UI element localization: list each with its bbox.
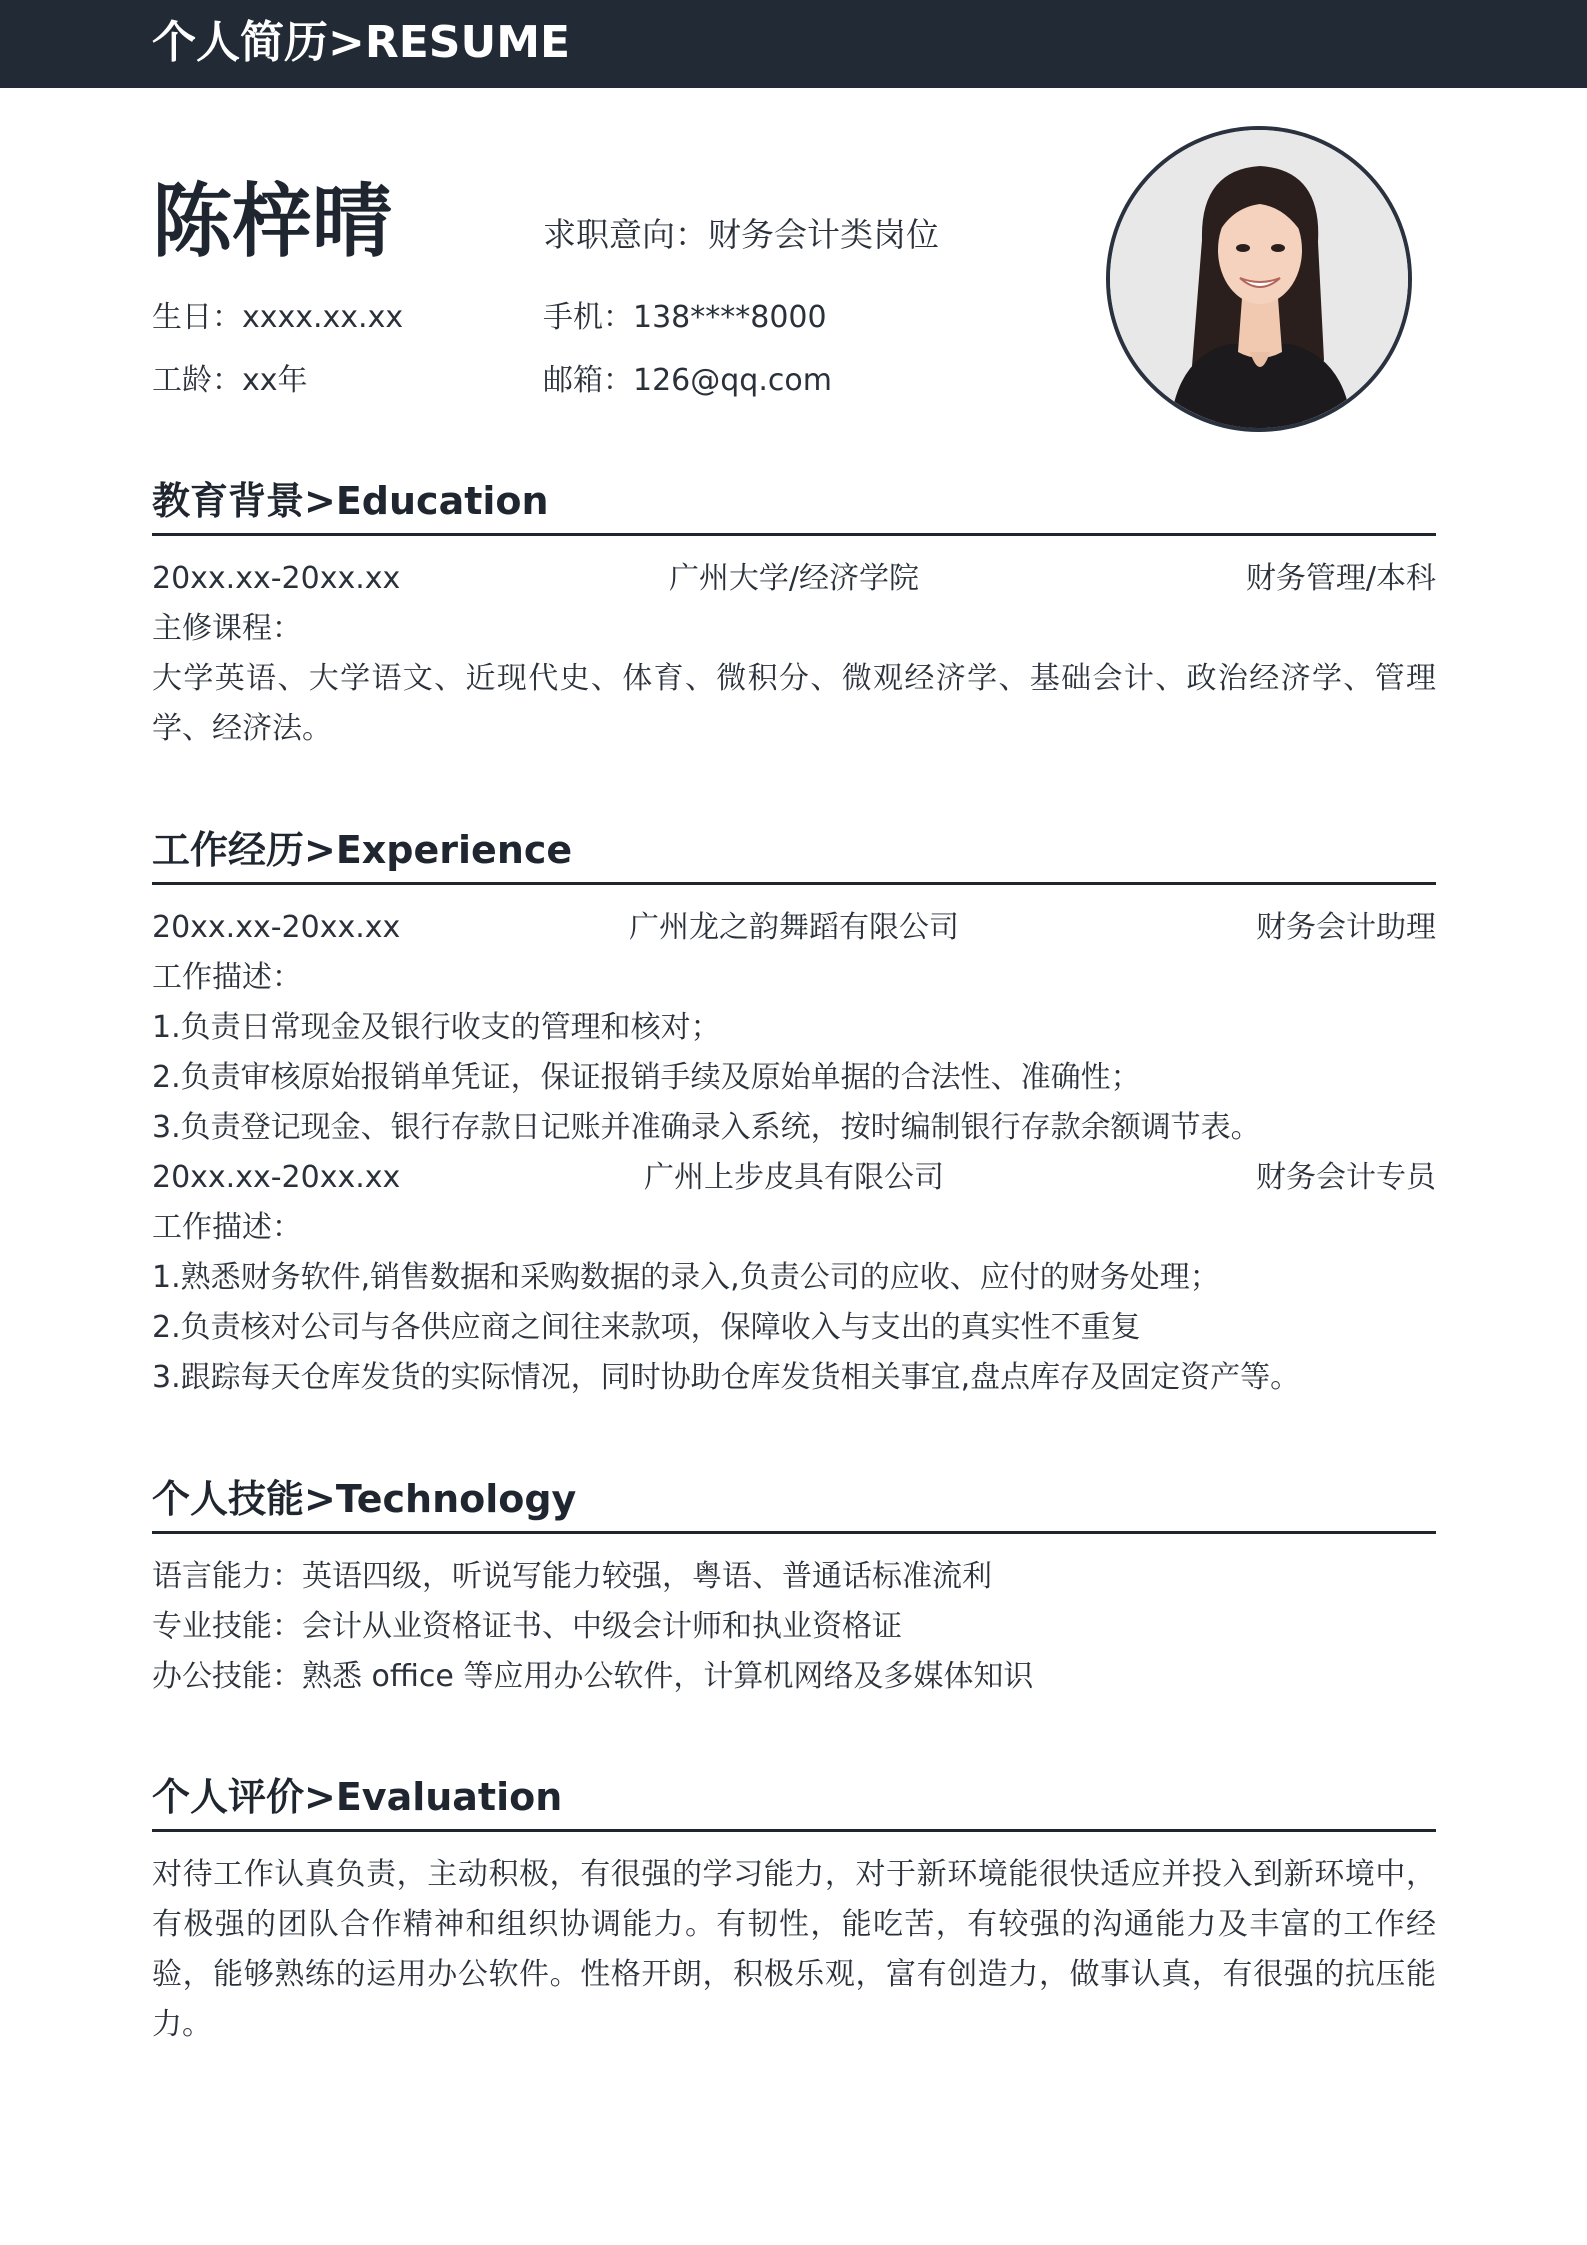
education-major: 财务管理/本科 [1245, 561, 1436, 596]
education-divider [152, 533, 1436, 536]
skill-item: 办公技能：熟悉 office 等应用办公软件，计算机网络及多媒体知识 [152, 1659, 1034, 1694]
education-period: 20xx.xx-20xx.xx [152, 561, 401, 596]
job-desc-line: 3.跟踪每天仓库发货的实际情况，同时协助仓库发货相关事宜,盘点库存及固定资产等。 [152, 1360, 1301, 1395]
phone: 手机：138****8000 [543, 300, 827, 335]
profile-photo [1106, 126, 1412, 432]
skill-item: 专业技能：会计从业资格证书、中级会计师和执业资格证 [152, 1609, 902, 1644]
education-row [152, 557, 1436, 601]
evaluation-title: 个人评价>Evaluation [152, 1775, 563, 1819]
job-period: 20xx.xx-20xx.xx [152, 1160, 401, 1195]
job-intention: 求职意向：财务会计类岗位 [543, 215, 939, 254]
job-row [152, 1156, 1436, 1200]
work-years: 工龄：xx年 [152, 363, 308, 398]
email: 邮箱：126@qq.com [543, 363, 832, 398]
courses-label: 主修课程： [152, 611, 302, 646]
job-desc-line: 2.负责核对公司与各供应商之间往来款项，保障收入与支出的真实性不重复 [152, 1310, 1141, 1345]
education-title: 教育背景>Education [152, 479, 549, 523]
portrait-illustration [1110, 130, 1408, 428]
job-position: 财务会计助理 [1256, 910, 1436, 945]
job-desc-line: 1.熟悉财务软件,销售数据和采购数据的录入,负责公司的应收、应付的财务处理； [152, 1260, 1220, 1295]
evaluation-divider [152, 1829, 1436, 1832]
job-position: 财务会计专员 [1256, 1160, 1436, 1195]
job-desc-line: 1.负责日常现金及银行收支的管理和核对； [152, 1010, 721, 1045]
skills-title: 个人技能>Technology [152, 1477, 577, 1521]
birthday: 生日：xxxx.xx.xx [152, 300, 404, 335]
job-row [152, 906, 1436, 950]
job-company: 广州上步皮具有限公司 [644, 1160, 944, 1195]
job-desc-line: 2.负责审核原始报销单凭证，保证报销手续及原始单据的合法性、准确性； [152, 1060, 1141, 1095]
job-desc-label: 工作描述： [152, 1210, 302, 1245]
job-desc-line: 3.负责登记现金、银行存款日记账并准确录入系统，按时编制银行存款余额调节表。 [152, 1110, 1261, 1145]
job-period: 20xx.xx-20xx.xx [152, 910, 401, 945]
education-school: 广州大学/经济学院 [668, 561, 920, 596]
courses-text: 大学英语、大学语文、近现代史、体育、微积分、微观经济学、基础会计、政治经济学、管理学、经济法。 [152, 661, 1436, 746]
job-company: 广州龙之韵舞蹈有限公司 [629, 910, 959, 945]
candidate-name: 陈梓晴 [152, 175, 392, 268]
skills-divider [152, 1531, 1436, 1534]
experience-divider [152, 882, 1436, 885]
evaluation-text: 对待工作认真负责，主动积极，有很强的学习能力，对于新环境能很快适应并投入到新环境中，有极强的团队合作精神和组织协调能力。有韧性，能吃苦，有较强的沟通能力及丰富的工作经验，能够熟练的运用办公软件。性格开朗，积极乐观，富有创造力，做事认真，有很强的抗压能力。 [152, 1857, 1436, 2042]
job-desc-label: 工作描述： [152, 960, 302, 995]
header-bar [0, 0, 1587, 88]
skill-item: 语言能力：英语四级，听说写能力较强，粤语、普通话标准流利 [152, 1559, 992, 1594]
experience-title: 工作经历>Experience [152, 828, 573, 872]
header-title: 个人简历>RESUME [152, 17, 571, 68]
